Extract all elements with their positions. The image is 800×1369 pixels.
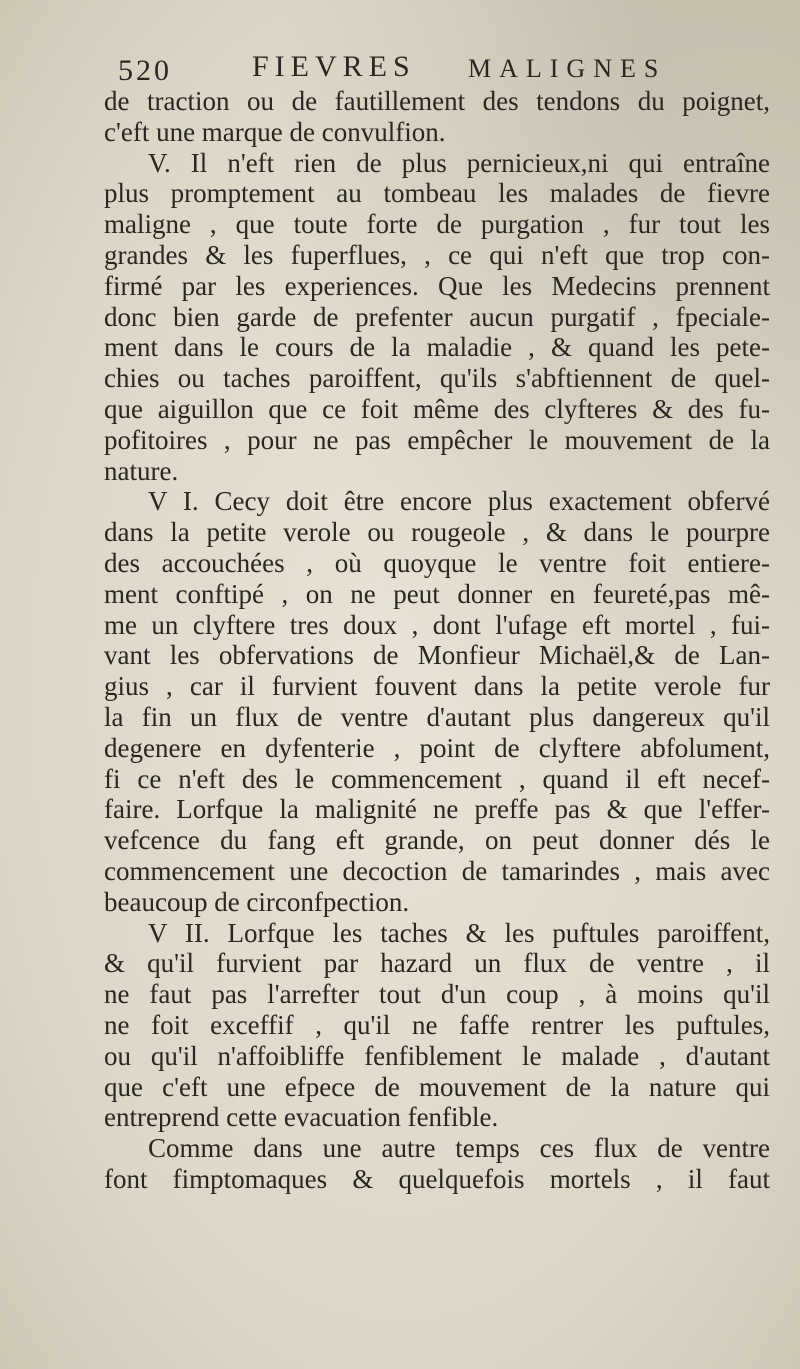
text-line: c'eft une marque de convulfion. [104, 116, 446, 147]
text-line: font fimptomaques & quelquefois mortels , il faut [104, 1163, 770, 1194]
text-line: V II. Lorfque les taches & les puftules paroiffent, [148, 917, 770, 948]
text-line: & qu'il furvient par hazard un flux de ventre , il [104, 948, 770, 979]
header-title-part1: FIEVRES [252, 50, 416, 83]
text-line: plus promptement au tombeau les malades de fievre [104, 178, 770, 209]
header-title-part2: MALIGNES [468, 54, 667, 83]
text-line: ment dans le cours de la maladie , & quand les pete- [104, 332, 770, 363]
text-line: maligne , que toute forte de purgation , fur tout les [104, 209, 770, 240]
text-line: de traction ou de fautillement des tendons du poignet, [104, 86, 770, 116]
text-line: vant les obfervations de Monfieur Michaël,& de Lan- [104, 640, 770, 671]
text-line: beaucoup de circonfpection. [104, 886, 410, 917]
text-line: ne faut pas l'arrefter tout d'un coup , à moins qu'il [104, 979, 770, 1010]
text-line: que aiguillon que ce foit même des clyfteres & des fu- [104, 393, 770, 424]
text-line: fi ce n'eft des le commencement , quand il eft necef- [104, 763, 770, 794]
text-line: degenere en dyfenterie , point de clyftere abfolument, [104, 732, 770, 763]
text-line: des accouchées , où quoyque le ventre foit entiere- [104, 547, 770, 578]
text-line: vefcence du fang eft grande, on peut donner dés le [104, 825, 770, 856]
text-line: chies ou taches paroiffent, qu'ils s'abftiennent de quel- [104, 363, 770, 394]
text-line: grandes & les fuperflues, , ce qui n'eft que trop con- [104, 239, 770, 270]
text-line: me un clyftere tres doux , dont l'ufage eft mortel , fui- [104, 609, 770, 640]
text-line: que c'eft une efpece de mouvement de la nature qui [104, 1071, 770, 1102]
text-line: firmé par les experiences. Que les Medecins prennent [104, 270, 770, 301]
text-line: dans la petite verole ou rougeole , & dans le pourpre [104, 517, 770, 548]
text-line: pofitoires , pour ne pas empêcher le mouvement de la [104, 424, 770, 455]
page-number: 520 [118, 54, 172, 87]
text-line: V. Il n'eft rien de plus pernicieux,ni qui entraîne [148, 147, 770, 178]
text-line: gius , car il furvient fouvent dans la petite verole fur [104, 671, 770, 702]
text-line: faire. Lorfque la malignité ne preffe pas & que l'effer- [104, 794, 770, 825]
text-line: ou qu'il n'affoibliffe fenfiblement le malade , d'autant [104, 1040, 770, 1071]
text-line: V I. Cecy doit être encore plus exactement obfervé [148, 486, 770, 517]
text-line: la fin un flux de ventre d'autant plus dangereux qu'il [104, 701, 770, 732]
body-text [104, 86, 770, 1195]
text-line: ne foit exceffif , qu'il ne faffe rentrer les puftules, [104, 1009, 770, 1040]
text-line: nature. [104, 455, 179, 486]
text-line: entreprend cette evacuation fenfible. [104, 1102, 499, 1133]
text-line: ment conftipé , on ne peut donner en feureté,pas mê- [104, 578, 770, 609]
text-line: Comme dans une autre temps ces flux de ventre [148, 1133, 770, 1164]
text-line: commencement une decoction de tamarindes , mais avec [104, 855, 770, 886]
text-line: donc bien garde de prefenter aucun purgatif , fpeciale- [104, 301, 770, 332]
